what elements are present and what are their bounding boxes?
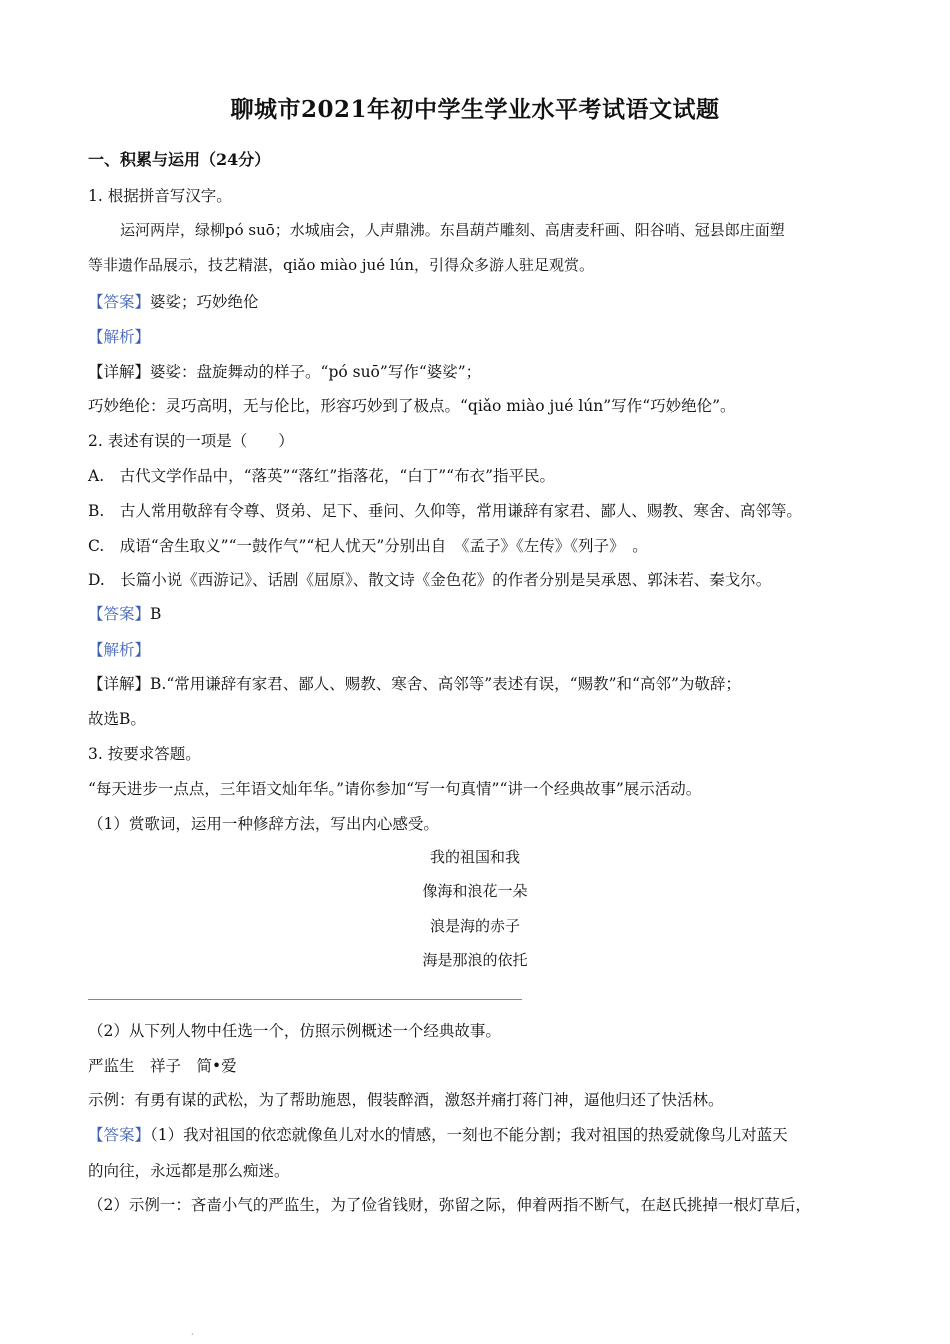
q3-answer-1b: 的向往，永远都是那么痴迷。 <box>88 1162 290 1180</box>
answer-text: B <box>150 605 162 623</box>
answer-text: （1）我对祖国的依恋就像鱼儿对水的情感，一刻也不能分割；我对祖国的热爱就像鸟儿对蓝天 <box>150 1126 788 1144</box>
q3-sub1: （1）赏歌词，运用一种修辞方法，写出内心感受。 <box>88 815 439 833</box>
answer-text: 婆娑；巧妙绝伦 <box>150 293 259 311</box>
detail-text: 婆娑：盘旋舞动的样子。“pó suō”写作“婆娑”； <box>150 363 482 381</box>
q3-stem: 3. 按要求答题。 <box>88 745 201 763</box>
q2-option-b: B. 古人常用敬辞有令尊、贤弟、足下、垂问、久仰等，常用谦辞有家君、鄙人、赐教、寒舍、高邻等。 <box>88 502 802 520</box>
q2-option-a: A. 古代文学作品中，“落英”“落红”指落花，“白丁”“布衣”指平民。 <box>88 467 556 485</box>
q1-analysis-tag: 【解析】 <box>88 328 151 346</box>
q3-answer-1 <box>88 1123 788 1145</box>
q1-answer <box>88 290 259 312</box>
q2-answer <box>88 602 161 624</box>
q1-text-line1: 运河两岸，绿柳pó suō；水城庙会，人声鼎沸。东昌葫芦雕刻、高唐麦秆画、阳谷哨、冠县郎庄面塑 <box>120 221 785 239</box>
answer-tag: 【答案】 <box>88 605 151 623</box>
section-heading: 一、积累与运用（24分） <box>88 150 271 169</box>
q1-text-line2: 等非遗作品展示，技艺精湛，qiǎo miào jué lún，引得众多游人驻足观赏。 <box>88 256 594 274</box>
poem-line: 浪是海的赤子 <box>429 917 520 935</box>
q1-detail-1 <box>88 360 481 382</box>
q1-stem: 1. 根据拼音写汉字。 <box>88 187 232 205</box>
q3-characters: 严监生 祥子 简•爱 <box>88 1057 237 1075</box>
answer-blank-line <box>88 999 522 1000</box>
detail-tag: 【详解】 <box>88 363 151 381</box>
q3-sub2: （2）从下列人物中任选一个，仿照示例概述一个经典故事。 <box>88 1022 501 1040</box>
q2-option-c: C. 成语“舍生取义”“一鼓作气”“杞人忧天”分别出自 《孟子》《左传》《列子》 。 <box>88 537 648 555</box>
poem-line: 我的祖国和我 <box>429 848 520 866</box>
q3-intro: “每天进步一点点，三年语文灿年华。”请你参加“写一句真情”“讲一个经典故事”展示活动。 <box>88 780 702 798</box>
q2-analysis-tag: 【解析】 <box>88 641 151 659</box>
answer-tag: 【答案】 <box>88 1126 151 1144</box>
q1-detail-2: 巧妙绝伦：灵巧高明，无与伦比，形容巧妙到了极点。“qiǎo miào jué lún”写作“巧妙绝伦”。 <box>88 397 736 415</box>
q3-example: 示例：有勇有谋的武松，为了帮助施恩，假装醉酒，激怒并痛打蒋门神，逼他归还了快活林。 <box>88 1091 724 1109</box>
detail-text: B.“常用谦辞有家君、鄙人、赐教、寒舍、高邻等”表述有误，“赐教”和“高邻”为敬辞； <box>150 675 741 693</box>
footer-mark: · <box>191 1330 194 1339</box>
detail-tag: 【详解】 <box>88 675 151 693</box>
q3-answer-2: （2）示例一：吝啬小气的严监生，为了俭省钱财，弥留之际，伸着两指不断气，在赵氏挑掉一根灯草后， <box>88 1196 811 1214</box>
poem-line: 海是那浪的依托 <box>422 951 528 969</box>
q2-option-d: D. 长篇小说《西游记》、话剧《屈原》、散文诗《金色花》的作者分别是吴承恩、郭沫若、秦戈尔。 <box>88 571 772 589</box>
q2-stem: 2. 表述有误的一项是（ ） <box>88 432 294 450</box>
page-title: 聊城市2021年初中学生学业水平考试语文试题 <box>230 96 720 123</box>
q2-detail-1 <box>88 672 741 694</box>
poem-line: 像海和浪花一朵 <box>422 882 528 900</box>
answer-tag: 【答案】 <box>88 293 151 311</box>
q2-detail-2: 故选B。 <box>88 710 146 728</box>
